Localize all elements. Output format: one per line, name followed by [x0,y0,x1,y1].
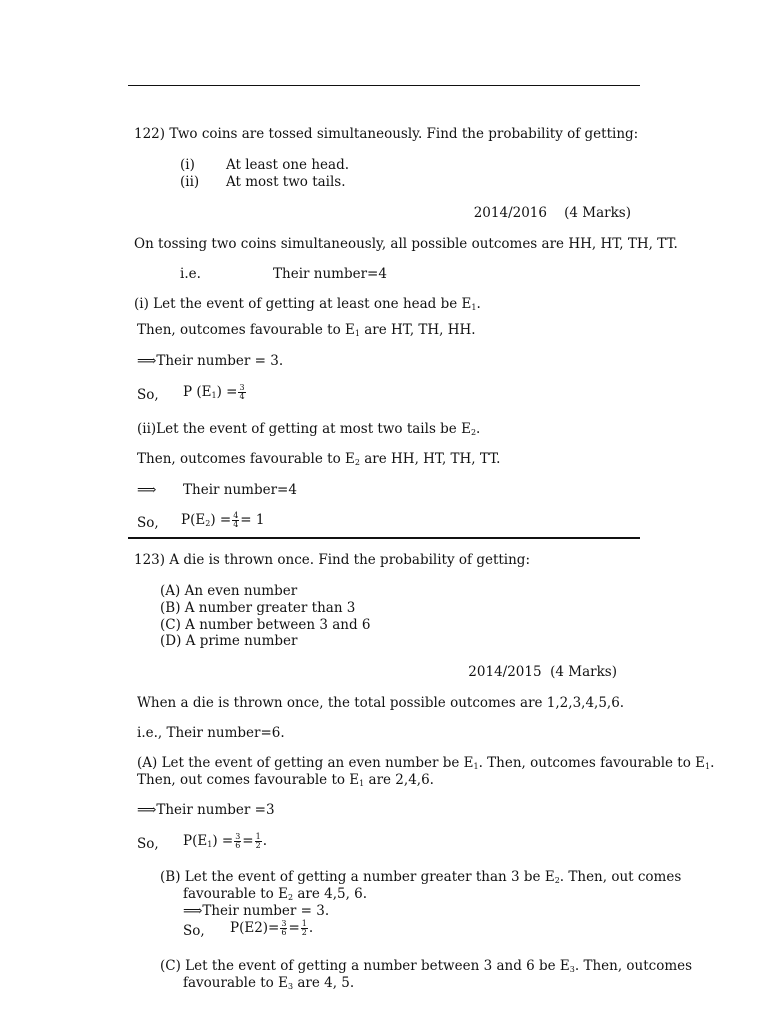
text-segment: are 2,4,6. [364,772,434,788]
answer-123-part-b-probability [230,920,313,937]
text-segment: . [308,920,314,936]
text-segment: Then, out comes favourable to E [137,772,360,788]
answer-122-intro: On tossing two coins simultaneously, all possible outcomes are HH, HT, TH, TT. [134,236,678,252]
subscript: 3 [569,965,575,974]
subscript: 1 [207,840,213,849]
text-segment: favourable to E [183,975,288,991]
question-123-item-a: (A) An even number [160,583,298,599]
text-segment: . Then, outcomes [574,958,693,974]
fraction-numerator: 1 [301,919,307,928]
fraction-numerator: 3 [235,832,241,841]
fraction-denominator: 2 [301,928,307,937]
answer-122-part-i-number: ⟹Their number = 3. [137,353,284,369]
answer-123-part-b-so: So, [183,923,205,939]
text-segment: are 4,5, 6. [293,886,368,902]
answer-122-ie-text: Their number=4 [273,266,387,282]
text-segment: are HH, HT, TH, TT. [359,451,501,467]
answer-123-part-a-line1 [137,755,714,771]
answer-122-ie-label: i.e. [180,266,201,282]
subscript: 2 [287,893,294,902]
question-122-item-ii-text: At most two tails. [226,174,346,190]
text-segment: (A) Let the event of getting an even number be E [137,755,474,771]
subscript: 1 [359,779,365,788]
text-segment: = 1 [240,512,265,528]
subscript: 1 [354,329,360,338]
subscript: 2 [470,428,477,437]
fraction [234,833,241,850]
answer-123-part-b-line1 [160,869,681,885]
text-segment: P(E [183,833,208,849]
text-segment: are 4, 5. [293,975,355,991]
fraction-denominator: 2 [255,841,261,850]
answer-123-ie: i.e., Their number=6. [137,725,285,741]
text-segment: . [476,421,481,437]
answer-123-part-b-number: ⟹Their number = 3. [183,903,330,919]
text-segment: Then, outcomes favourable to E [137,322,355,338]
answer-123-part-c-line2 [183,975,354,991]
fraction-denominator: 4 [233,520,239,529]
text-segment: . [476,296,481,312]
fraction [238,384,245,401]
text-segment: (i) Let the event of getting at least one head be E [134,296,472,312]
fraction-numerator: 4 [233,511,239,520]
text-segment: Then, outcomes favourable to E [137,451,355,467]
text-segment: = [288,920,300,936]
answer-122-part-ii-number: Their number=4 [183,482,297,498]
subscript: 2 [354,458,360,467]
text-segment: (ii)Let the event of getting at most two tails be E [137,421,471,437]
answer-122-part-ii-probability [181,512,264,529]
text-segment: ) = [216,384,238,400]
question-122-item-i-text: At least one head. [226,157,349,173]
subscript: 2 [554,876,560,885]
text-segment: . [710,755,715,771]
text-segment: P(E2)= [230,920,280,936]
answer-123-part-a-probability [183,833,267,850]
question-122-marks: 2014/2016 (4 Marks) [473,205,631,221]
fraction-numerator: 3 [281,919,287,928]
question-122-item-i-number: (i) [180,157,195,173]
text-segment: (C) Let the event of getting a number between 3 and 6 be E [160,958,570,974]
question-123-marks: 2014/2015 (4 Marks) [468,664,617,680]
fraction-numerator: 1 [255,832,261,841]
subscript: 1 [473,762,479,771]
question-122-item-ii-number: (ii) [180,174,200,190]
answer-123-part-a-so: So, [137,836,159,852]
text-segment: = [242,833,254,849]
fraction-denominator: 6 [281,928,287,937]
subscript: 1 [211,391,217,400]
answer-122-part-ii-event [137,421,480,437]
section-divider [128,537,640,539]
subscript: 3 [287,982,294,991]
fraction-denominator: 4 [239,392,245,401]
fraction-denominator: 6 [235,841,241,850]
text-segment: ) = [212,833,234,849]
text-segment: . [262,833,267,849]
text-segment: are HT, TH, HH. [359,322,476,338]
fraction [255,833,262,850]
answer-122-part-i-so: So, [137,387,159,403]
fraction [301,920,308,937]
fraction-numerator: 3 [239,383,245,392]
answer-123-part-a-line2 [137,772,434,788]
answer-123-intro: When a die is thrown once, the total possible outcomes are 1,2,3,4,5,6. [137,695,625,711]
answer-122-part-i-event [134,296,481,312]
question-122: 122) Two coins are tossed simultaneously. Find the probability of getting: [134,126,639,142]
question-123-item-c: (C) A number between 3 and 6 [160,617,371,633]
subscript: 2 [205,519,211,528]
answer-122-part-i-probability [183,384,247,401]
answer-123-part-a-number: ⟹Their number =3 [137,802,275,818]
answer-122-part-ii-arrow: ⟹ [137,482,157,498]
text-segment: . Then, out comes [559,869,682,885]
answer-122-part-ii-favourable [137,451,500,467]
question-123-item-b: (B) A number greater than 3 [160,600,356,616]
fraction [232,512,239,529]
question-123: 123) A die is thrown once. Find the probability of getting: [134,552,531,568]
answer-122-part-i-favourable [137,322,476,338]
answer-123-part-c-line1 [160,958,692,974]
answer-122-part-ii-so: So, [137,515,159,531]
subscript: 1 [705,762,711,771]
text-segment: P(E [181,512,206,528]
text-segment: (B) Let the event of getting a number greater than 3 be E [160,869,555,885]
text-segment: P (E [183,384,212,400]
text-segment: ) = [210,512,232,528]
text-segment: favourable to E [183,886,288,902]
question-123-item-d: (D) A prime number [160,633,298,649]
answer-123-part-b-line2 [183,886,367,902]
subscript: 1 [471,303,477,312]
fraction [280,920,287,937]
top-rule [128,85,640,86]
text-segment: . Then, outcomes favourable to E [478,755,706,771]
